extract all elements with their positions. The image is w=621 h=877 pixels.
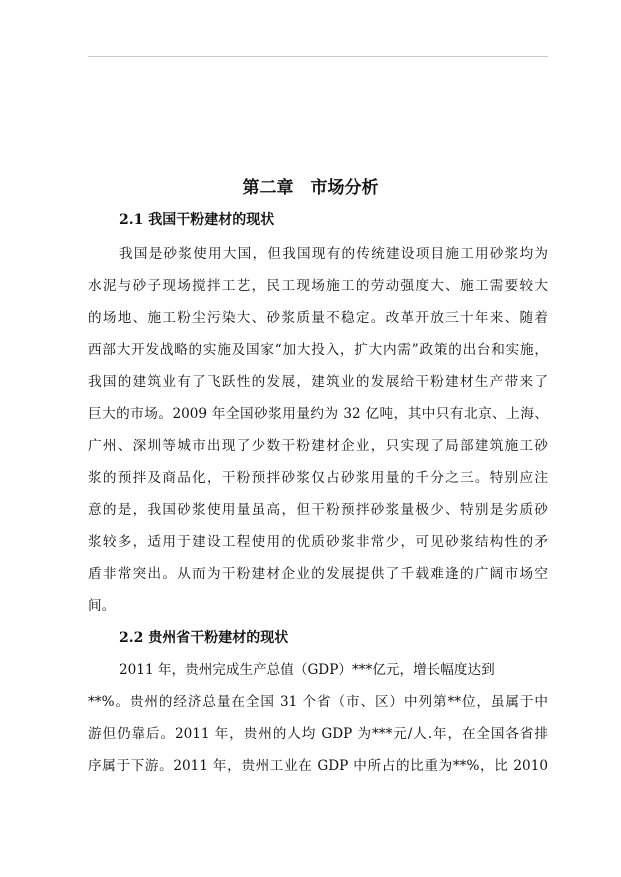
paragraph-line: 游但仍靠后。2011 年，贵州的人均 GDP 为***元/人.年，在全国各省排 [88, 726, 548, 742]
paragraph-line: 的场地、施工粉尘污染大、砂浆质量不稳定。改革开放三十年来、随着 [88, 310, 548, 326]
section-heading-2-2: 2.2 贵州省干粉建材的现状 [119, 630, 289, 646]
chapter-title: 第二章 市场分析 [242, 178, 379, 198]
paragraph-line: 序属于下游。2011 年，贵州工业在 GDP 中所占的比重为**%，比 2010 [88, 758, 548, 774]
paragraph-line: 浆的预拌及商品化，干粉预拌砂浆仅占砂浆用量的千分之三。特别应注 [88, 470, 548, 486]
paragraph-line: 2011 年，贵州完成生产总值（GDP）***亿元，增长幅度达到 [119, 662, 495, 678]
paragraph-line: 盾非常突出。从而为干粉建材企业的发展提供了千载难逢的广阔市场空 [88, 566, 548, 582]
paragraph-line: 西部大开发战略的实施及国家“加大投入，扩大内需”政策的出台和实施， [88, 342, 548, 358]
section-heading-2-1: 2.1 我国干粉建材的现状 [119, 212, 275, 228]
header-rule [88, 56, 548, 57]
paragraph-line: 巨大的市场。2009 年全国砂浆用量约为 32 亿吨，其中只有北京、上海、 [88, 406, 548, 422]
paragraph-line: 间。 [88, 598, 116, 614]
paragraph-line: **%。贵州的经济总量在全国 31 个省（市、区）中列第**位，虽属于中 [88, 694, 548, 710]
paragraph-line: 水泥与砂子现场搅拌工艺，民工现场施工的劳动强度大、施工需要较大 [88, 278, 548, 294]
paragraph-line: 我国的建筑业有了飞跃性的发展，建筑业的发展给干粉建材生产带来了 [88, 374, 548, 390]
paragraph-line: 广州、深圳等城市出现了少数干粉建材企业，只实现了局部建筑施工砂 [88, 438, 548, 454]
paragraph-line: 浆较多，适用于建设工程使用的优质砂浆非常少，可见砂浆结构性的矛 [88, 534, 548, 550]
paragraph-line: 我国是砂浆使用大国，但我国现有的传统建设项目施工用砂浆均为 [119, 246, 548, 262]
paragraph-line: 意的是，我国砂浆使用量虽高，但干粉预拌砂浆量极少、特别是劣质砂 [88, 502, 548, 518]
